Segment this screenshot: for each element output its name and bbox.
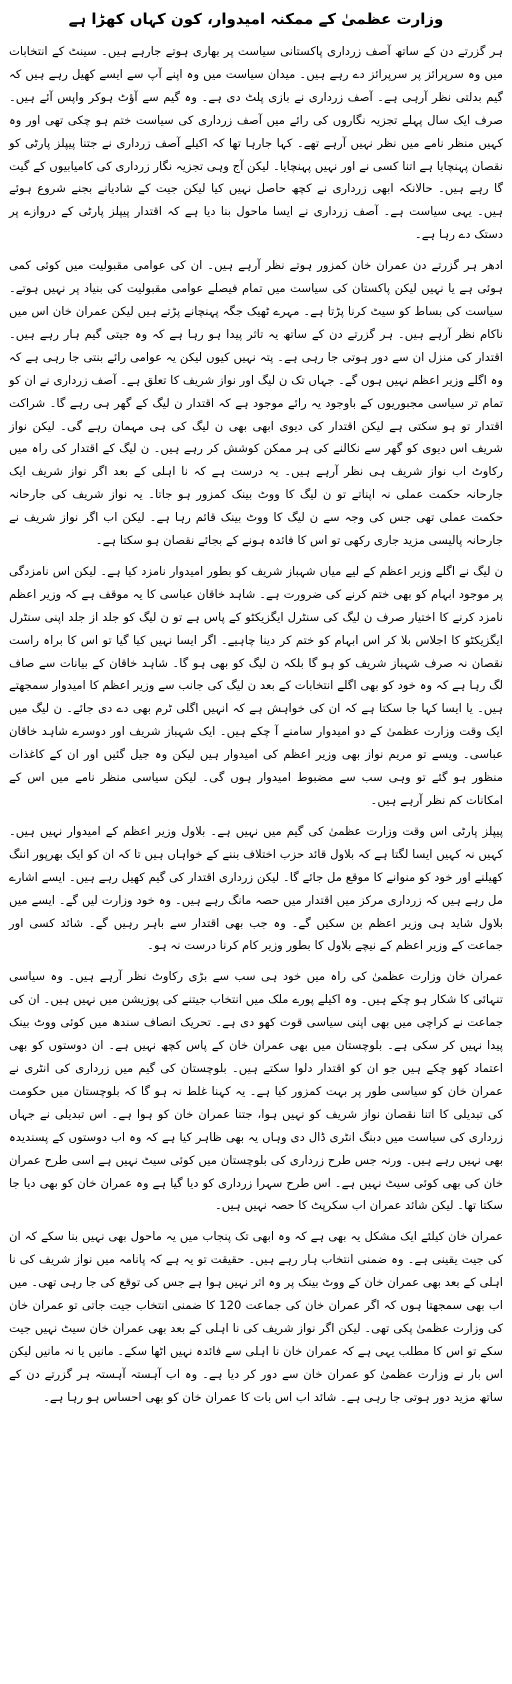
article-paragraph: ن لیگ نے اگلے وزیر اعظم کے لیے میاں شہباز شریف کو بطور امیدوار نامزد کیا ہے۔ لیکن اس نامزدگی پر موجود ابہام کو بھی ختم کرنے کی ضرورت ہے۔ شاہد خاقان عباسی کا یہ موقف ہے کہ وزیر اعظم نامزد کرنے کا اختیار صرف ن لیگ کی سنٹرل ایگزیکٹو کے پاس ہے تو ن لیگ کو جلد از جلد اپنی سنٹرل ایگزیکٹو کا اجلاس بلا کر اس ابہام کو ختم کر دینا چاہیے۔ اگر ایسا نہیں کیا گیا تو اس کا براہ راست نقصان نہ صرف شہباز شریف کو ہو گا بلکہ ن لیگ کو بھی ہو گا۔ شاہد خاقان کے بیانات سے صاف لگ رہا ہے کہ وہ خود کو بھی اگلے انتخابات کے بعد ن لیگ کی جانب سے وزیر اعظم کا امیدوار سمجھتے ہیں۔ یا ایسا کہا جا سکتا ہے کہ ان کی خواہش ہے کہ انہیں اگلی ٹرم بھی دے دی جائے۔ ن لیگ میں ایک وقت وزارت عظمیٰ کے دو امیدوار سامنے آ چکے ہیں۔ ایک شہباز شریف اور دوسرے شاہد خاقان عباسی۔ ویسے تو مریم نواز بھی وزیر اعظم کی امیدوار ہیں لیکن وہ جیل گئیں اور ان کے کاغذات منظور ہو گئے تو وہی سب سے مضبوط امیدوار ہوں گی۔ لیکن سیاسی منظر نامے میں اس کے امکانات کم نظر آرہے ہیں۔ — [9, 563, 503, 807]
article-paragraph: ادھر ہر گزرتے دن عمران خان کمزور ہوتے نظر آرہے ہیں۔ ان کی عوامی مقبولیت میں کوئی کمی ہوئی ہے یا نہیں لیکن پاکستان کی سیاست میں تمام فیصلے عوامی مقبولیت کی بنیاد پر نہیں ہوتے۔ سیاست کی بساط کو سیٹ کرنا پڑتا ہے۔ مہرے ٹھیک جگہ پہنچانے پڑتے ہیں لیکن عمران خان اس میں ناکام نظر آرہے ہیں۔ ہر گزرتے دن کے ساتھ یہ تاثر پیدا ہو رہا ہے کہ وہ جیتی گیم ہار رہے ہیں۔ اقتدار کی منزل ان سے دور ہوتی جا رہی ہے۔ پتہ نہیں کیوں لیکن یہ عوامی رائے بنتی جا رہی ہے کہ وہ اگلے وزیر اعظم نہیں ہوں گے۔ جہاں تک ن لیگ اور نواز شریف کا تعلق ہے۔ آصف زرداری نے ان کو تمام تر سیاسی مجبوریوں کے باوجود یہ رائے موجود ہے کہ اقتدار ن لیگ کے گھر ہی رہے گا۔ شراکت اقتدار تو ہو سکتی ہے لیکن اقتدار کی دیوی ابھی بھی ن لیگ کی ہی مہمان رہے گی۔ لیکن نواز شریف اس دیوی کو گھر سے نکالنے کی ہر ممکن کوشش کر رہے ہیں۔ ن لیگ کے اقتدار کی راہ میں رکاوٹ اب نواز شریف ہی نظر آرہے ہیں۔ یہ درست ہے کہ نا اہلی کے بعد اگر نواز شریف ایک جارحانہ حکمت عملی نہ اپناتے تو ن لیگ کا ووٹ بینک کمزور ہو جاتا۔ یہ نواز شریف کی جارحانہ حکمت عملی تھی جس کی وجہ سے ن لیگ کا ووٹ بینک قائم رہا ہے۔ لیکن اب اگر نواز شریف نے جارحانہ پالیسی مزید جاری رکھی تو اس کا فائدہ ہونے کے بجائے نقصان ہو سکتا ہے۔ — [9, 258, 503, 548]
article-paragraph: عمران خان کیلئے ایک مشکل یہ بھی ہے کہ وہ ابھی تک پنجاب میں یہ ماحول بھی نہیں بنا سکے کہ ان کی جیت یقینی ہے۔ وہ ضمنی انتخاب ہار رہے ہیں۔ حقیقت تو یہ ہے کہ پانامہ میں نواز شریف کی نا اہلی کے بعد بھی عمران خان کے ووٹ بینک پر وہ اثر نہیں ہوا ہے جس کی توقع کی جا رہی تھی۔ میں اب بھی سمجھتا ہوں کہ اگر عمران خان کی جماعت 120 کا ضمنی انتخاب جیت جاتی تو عمران خان کی وزارت عظمیٰ پکی تھی۔ لیکن اگر نواز شریف کی نا اہلی کے بعد بھی عمران خان سیٹ نہیں جیت سکے تو اس کا مطلب یہی ہے کہ عمران خان نا اہلی سے فائدہ نہیں اٹھا سکے۔ مانیں یا نہ مانیں لیکن اس بار نے وزارت عظمیٰ کو عمران خان سے دور کر دیا ہے۔ وہ اب آہستہ آہستہ ہر گزرتے دن کے ساتھ مزید دور ہوتی جا رہی ہے۔ شائد اب اس بات کا عمران خان کو بھی احساس ہو رہا ہے۔ — [9, 1229, 503, 1404]
article-paragraph: عمران خان وزارت عظمیٰ کی راہ میں خود ہی سب سے بڑی رکاوٹ نظر آرہے ہیں۔ وہ سیاسی تنہائی کا شکار ہو چکے ہیں۔ وہ اکیلے پورے ملک میں انتخاب جیتنے کی پوزیشن میں نہیں ہیں۔ ان کی جماعت نے کراچی میں بھی اپنی سیاسی قوت کھو دی ہے۔ تحریک انصاف سندھ میں کوئی ووٹ بینک پیدا نہیں کر سکی ہے۔ بلوچستان میں بھی عمران خان کے پاس کچھ نہیں ہے۔ ان دوستوں کو بھی اعتماد کھو چکے ہیں جو ان کو اقتدار دلوا سکتے ہیں۔ بلوچستان کی گیم میں زرداری کی انٹری نے عمران خان کو سیاسی طور پر بہت کمزور کیا ہے۔ یہ کہنا غلط نہ ہو گا کہ بلوچستان میں حکومت کی تبدیلی کا اتنا نقصان نواز شریف کو نہیں ہوا، جتنا عمران خان کو ہوا ہے۔ اس تبدیلی نے جہاں زرداری کی سیاست میں دبنگ انٹری ڈال دی وہاں یہ بھی ظاہر کیا ہے کہ وہ اب دوستوں کے پسندیدہ بھی نہیں رہے ہیں۔ ورنہ جس طرح زرداری کی بلوچستان میں کوئی سیٹ نہیں ہے اسی طرح عمران خان کی بھی کوئی سیٹ نہیں ہے۔ اس طرح سہرا زرداری کو دیا گیا ہے وہ عمران خان کو بھی دیا جا سکتا تھا۔ لیکن شائد عمران اب سکرپٹ کا حصہ نہیں ہیں۔ — [9, 969, 503, 1213]
article-paragraph: پیپلز پارٹی اس وقت وزارت عظمیٰ کی گیم میں نہیں ہے۔ بلاول وزیر اعظم کے امیدوار نہیں ہیں۔ کہیں نہ کہیں ایسا لگتا ہے کہ بلاول قائد حزب اختلاف بننے کے خواہاں ہیں تا کہ ان کو ایک بھرپور اننگ کھیلنے اور خود کو منوانے کا موقع مل جائے گا۔ لیکن زرداری اقتدار کی گیم کھیل رہے ہیں۔ ایسے اشارے مل رہے ہیں کہ زرداری مرکز میں اقتدار میں حصہ مانگ رہے ہیں۔ وہ خود وزارت لیں گے۔ ایسے میں بلاول شاید ہی وزیر اعظم بن سکیں گے۔ وہ جب بھی اقتدار سے باہر رہیں گے۔ شائد کسی اور جماعت کے وزیر اعظم کے نیچے بلاول کا بطور وزیر کام کرنا درست نہ ہو۔ — [9, 823, 503, 953]
article-paragraph: ہر گزرتے دن کے ساتھ آصف زرداری پاکستانی سیاست پر بھاری ہوتے جارہے ہیں۔ سینٹ کے انتخابات میں وہ سرپرائز پر سرپرائز دے رہے ہیں۔ میدان سیاست میں وہ اپنے آپ سے ایسے کھیل رہے ہیں کہ گیم بدلتی نظر آرہی ہے۔ آصف زرداری نے بازی پلٹ دی ہے۔ وہ گیم سے آؤٹ ہوکر واپس آئے ہیں۔ صرف ایک سال پہلے تجزیہ نگاروں کی رائے میں آصف زرداری کی سیاست ختم ہو چکی تھی اور وہ کہیں منظر نامے میں نظر نہیں آرہے تھے۔ کہا جارہا تھا کہ اکیلے آصف زرداری نے جتنا پیپلز پارٹی کو نقصان پہنچایا ہے اتنا کسی نے اور نہیں پہنچایا۔ لیکن آج وہی تجزیہ نگار زرداری کی کامیابیوں کے گیت گا رہے ہیں۔ حالانکہ ابھی زرداری نے کچھ حاصل نہیں کیا لیکن جیت کے شادیانے بجنے شروع ہوئے ہیں۔ یہی سیاست ہے۔ آصف زرداری نے ایسا ماحول بنا دیا ہے کہ اقتدار پیپلز پارٹی کے دروازے پر دستک دے رہا ہے۔ — [9, 44, 503, 242]
article-title: وزارت عظمیٰ کے ممکنہ امیدوار، کون کہاں کھڑا ہے — [68, 10, 444, 28]
